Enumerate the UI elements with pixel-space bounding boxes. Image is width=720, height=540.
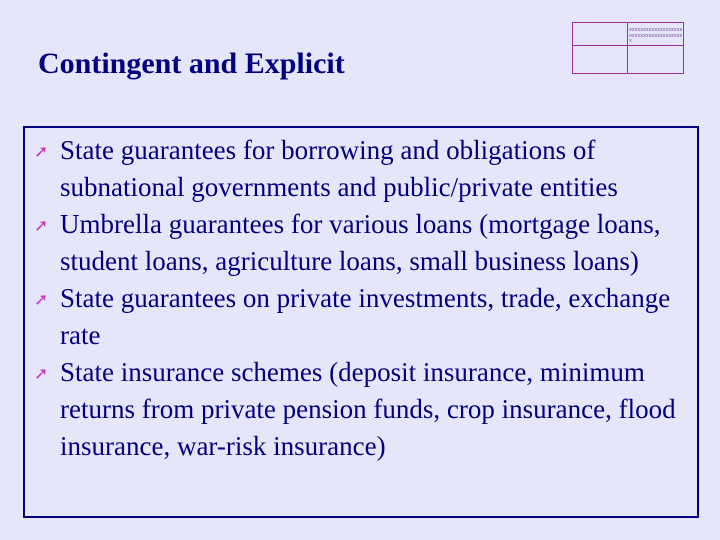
logo-divider-vertical [627, 23, 628, 73]
content-box [23, 126, 699, 518]
bullet-list [25, 132, 697, 465]
logo-divider-horizontal [573, 45, 683, 46]
bullet-item [25, 354, 697, 465]
bullet-item [25, 280, 697, 354]
arrow-up-right-icon: ➚ [34, 290, 49, 310]
bullet-text: State insurance schemes (deposit insurance, minimum returns from private pension funds, crop insurance, flood insurance, war-risk insurance) [60, 357, 676, 461]
bullet-item [25, 132, 697, 206]
bullet-text: State guarantees for borrowing and obligations of subnational governments and public/private entities [60, 135, 618, 202]
logo-text: xxxxxxxxxxxxxxxxxxxxxxxxxxxxxxxxxxxxxxx [629, 27, 683, 44]
bullet-text: State guarantees on private investments, trade, exchange rate [60, 283, 671, 350]
arrow-up-right-icon: ➚ [34, 142, 49, 162]
arrow-up-right-icon: ➚ [34, 364, 49, 384]
arrow-up-right-icon: ➚ [34, 216, 49, 236]
slide-title: Contingent and Explicit [38, 47, 345, 80]
logo [572, 22, 684, 74]
bullet-item [25, 206, 697, 280]
bullet-text: Umbrella guarantees for various loans (mortgage loans, student loans, agriculture loans, small business loans) [60, 209, 661, 276]
